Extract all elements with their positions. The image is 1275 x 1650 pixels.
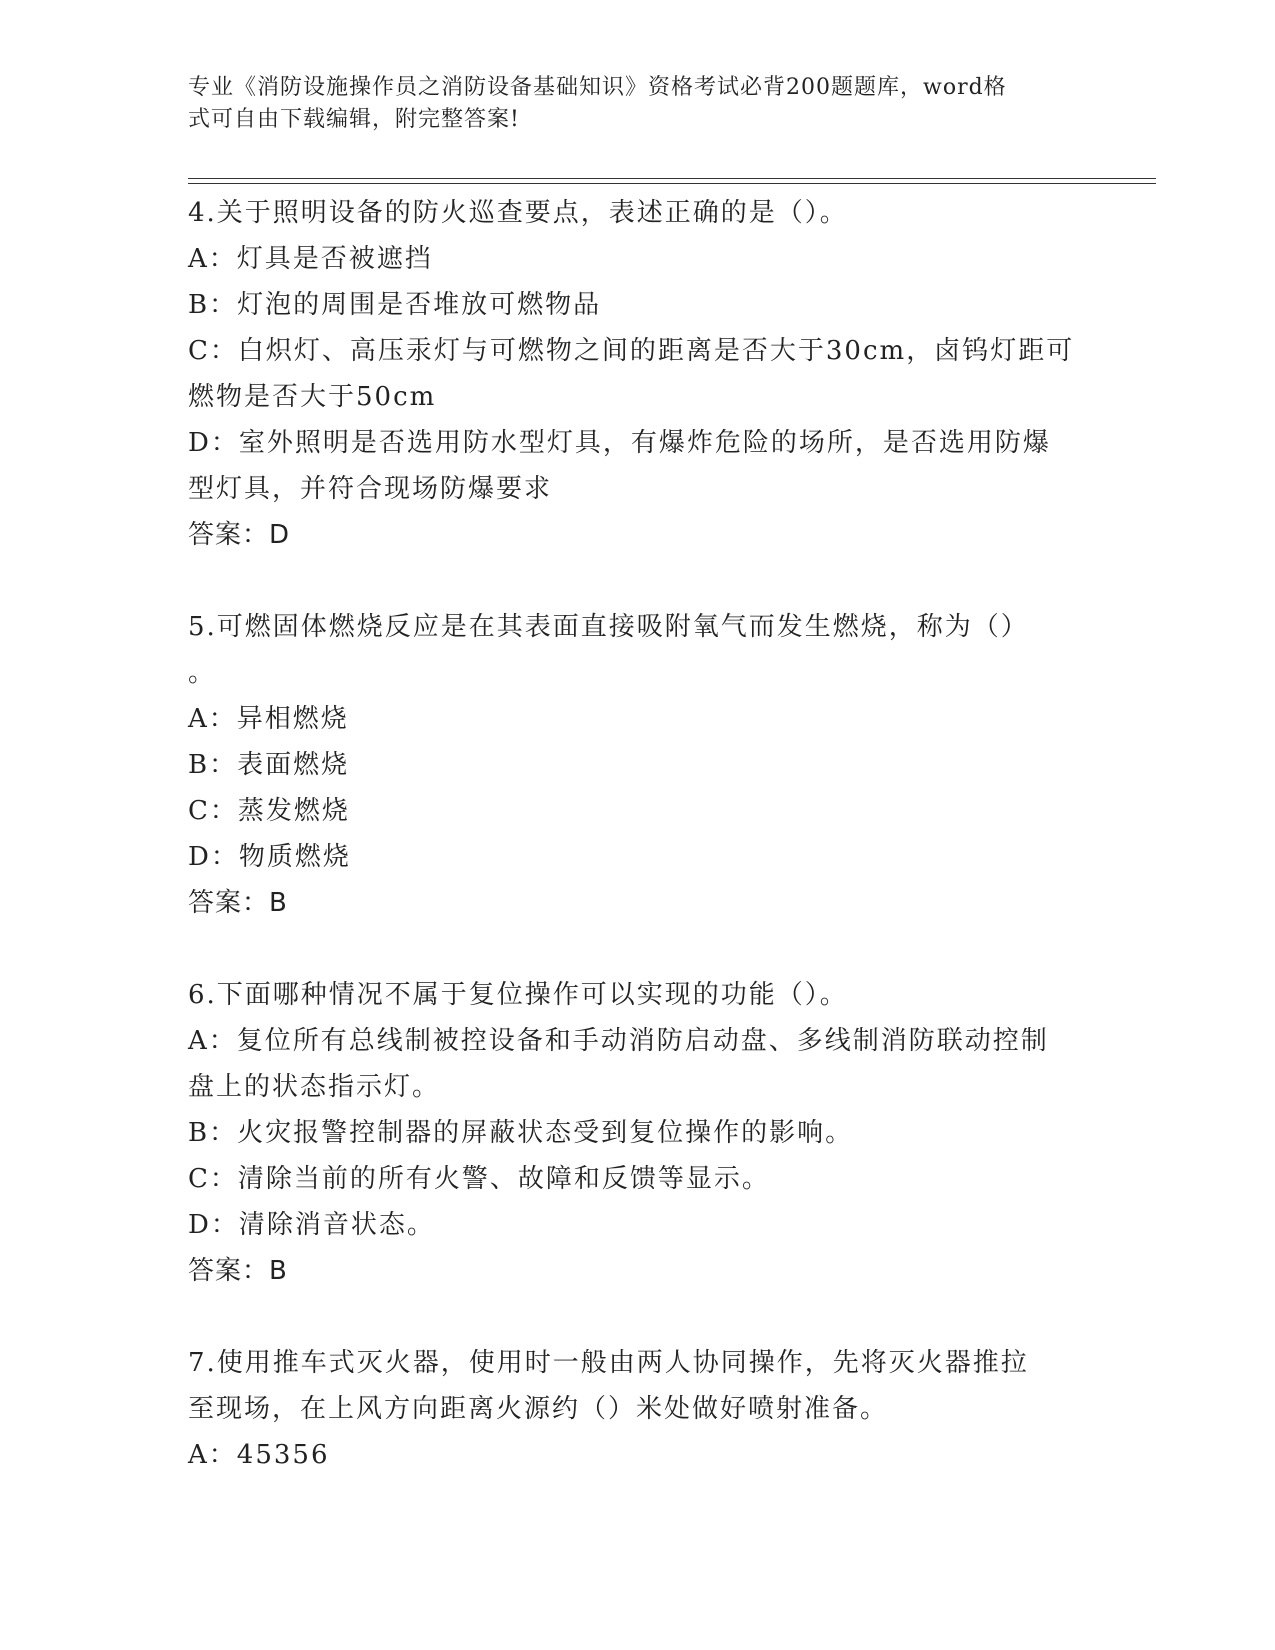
question-gap [188, 1294, 1088, 1340]
option-c-continued: 燃物是否大于50cm [188, 382, 437, 412]
answer-label: 答案：B [188, 1256, 288, 1286]
question-block [188, 1340, 1088, 1478]
question-stem: 4.关于照明设备的防火巡查要点，表述正确的是（）。 [188, 198, 848, 228]
option-b: B：灯泡的周围是否堆放可燃物品 [188, 290, 602, 320]
header-line-1: 专业《消防设施操作员之消防设备基础知识》资格考试必背200题题库，word格 [188, 75, 1007, 100]
question-block [188, 972, 1088, 1294]
option-d: D：物质燃烧 [188, 842, 351, 872]
option-c: C：蒸发燃烧 [188, 796, 350, 826]
question-gap [188, 558, 1088, 604]
option-c: C：清除当前的所有火警、故障和反馈等显示。 [188, 1164, 770, 1194]
header-line-2: 式可自由下载编辑，附完整答案! [188, 107, 520, 132]
option-b: B：表面燃烧 [188, 750, 350, 780]
question-stem-continued: 。 [188, 658, 217, 688]
question-stem-continued: 至现场，在上风方向距离火源约（）米处做好喷射准备。 [188, 1394, 889, 1424]
option-d: D：室外照明是否选用防水型灯具，有爆炸危险的场所，是否选用防爆 [188, 428, 1051, 458]
option-c: C：白炽灯、高压汞灯与可燃物之间的距离是否大于30cm，卤钨灯距可 [188, 336, 1075, 366]
question-gap [188, 926, 1088, 972]
question-stem: 5.可燃固体燃烧反应是在其表面直接吸附氧气而发生燃烧，称为（） [188, 612, 1029, 642]
answer-label: 答案：B [188, 888, 288, 918]
answer-label: 答案：D [188, 520, 291, 550]
option-d-continued: 型灯具，并符合现场防爆要求 [188, 474, 553, 504]
question-block [188, 190, 1088, 558]
header-divider-top [188, 178, 1156, 179]
option-a: A：45356 [188, 1440, 330, 1470]
option-a: A：灯具是否被遮挡 [188, 244, 433, 274]
option-d: D：清除消音状态。 [188, 1210, 435, 1240]
question-list [188, 190, 1088, 1478]
question-stem: 6.下面哪种情况不属于复位操作可以实现的功能（）。 [188, 980, 848, 1010]
document-header [188, 72, 1088, 136]
option-a-continued: 盘上的状态指示灯。 [188, 1072, 441, 1102]
option-a: A：异相燃烧 [188, 704, 349, 734]
header-divider-bottom [188, 183, 1156, 184]
option-a: A：复位所有总线制被控设备和手动消防启动盘、多线制消防联动控制 [188, 1026, 1049, 1056]
question-block [188, 604, 1088, 926]
option-b: B：火灾报警控制器的屏蔽状态受到复位操作的影响。 [188, 1118, 854, 1148]
question-stem: 7.使用推车式灭火器，使用时一般由两人协同操作，先将灭火器推拉 [188, 1348, 1029, 1378]
